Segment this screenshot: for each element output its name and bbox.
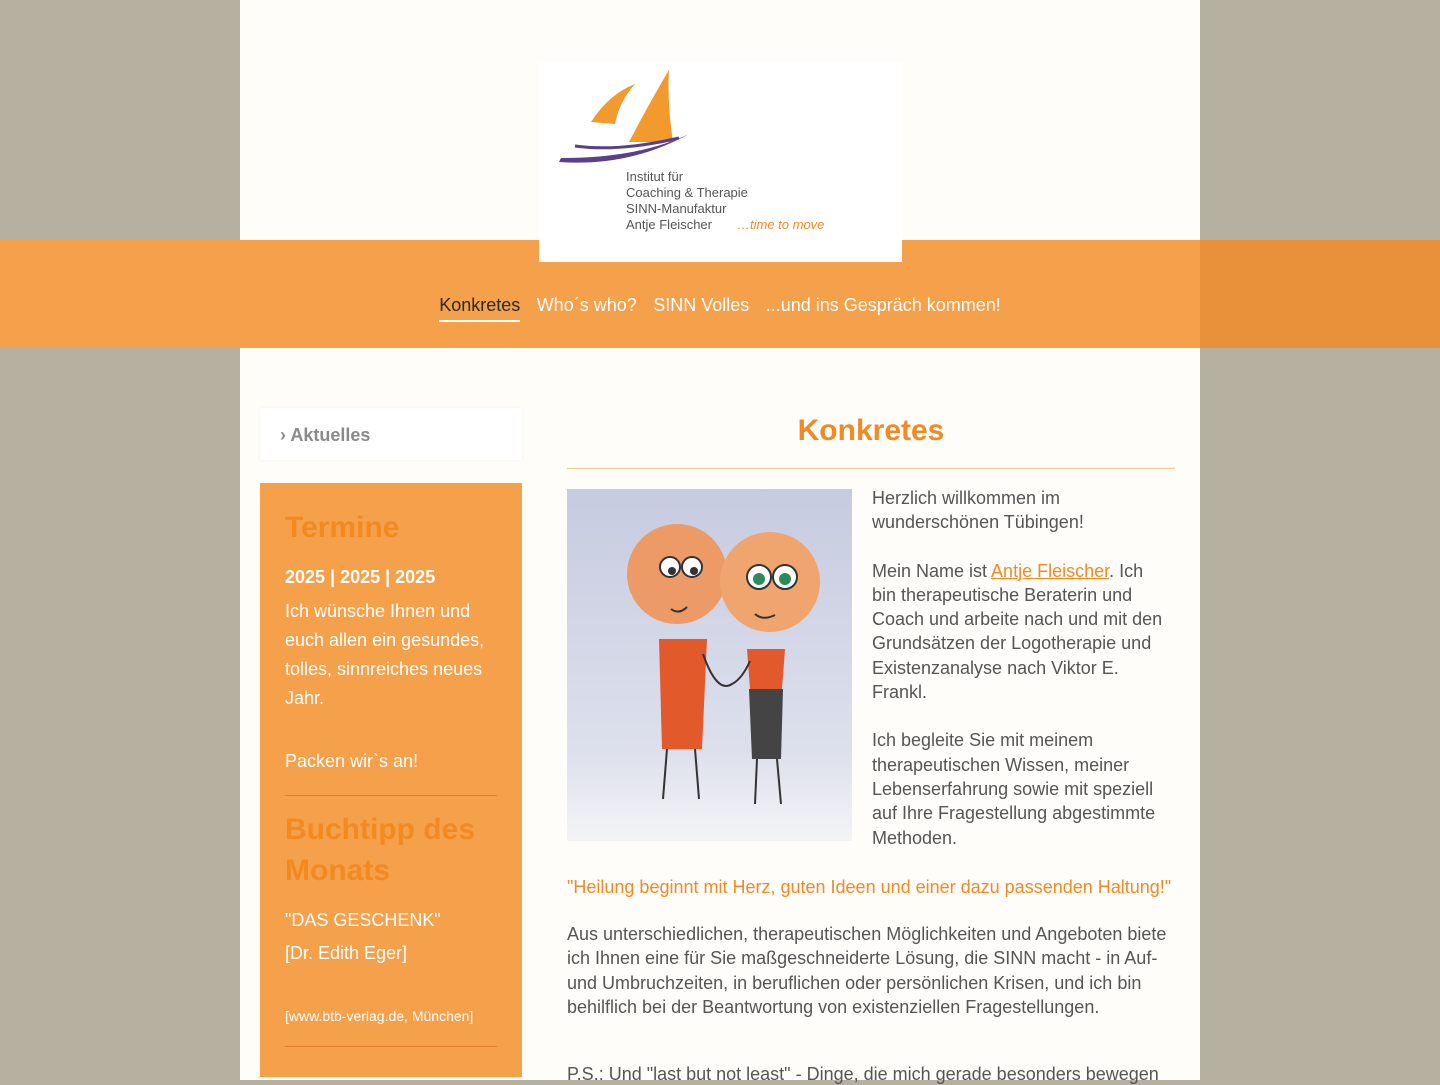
- cheer-text: Packen wir`s an!: [285, 751, 419, 771]
- nav-item-gespraech[interactable]: ...und ins Gespräch kommen!: [765, 295, 1001, 315]
- ps-text: P.S.: Und "last but not least" - Dinge, die mich gerade besonders bewegen: [567, 1064, 1159, 1084]
- termine-cheer: [285, 751, 497, 772]
- termine-wish: [285, 597, 497, 713]
- buchtipp-title: Buchtipp des Monats: [285, 813, 476, 887]
- sidebar-panel: [260, 483, 522, 1077]
- sidebar-item-label: › Aktuelles: [280, 425, 371, 445]
- nav-item-whos-who[interactable]: Who´s who?: [536, 295, 637, 315]
- logo-line-2: Coaching & Therapie: [626, 185, 748, 200]
- sailboat-logo-icon: [539, 62, 902, 262]
- logo[interactable]: [539, 62, 902, 262]
- intro-text: [872, 486, 1172, 874]
- logo-tagline: …time to move: [737, 217, 825, 232]
- sidebar-divider: [285, 795, 497, 796]
- year-line: 2025 | 2025 | 2025: [285, 567, 436, 587]
- welcome-text: Herzlich willkommen im wunderschönen Tübingen!: [872, 488, 1084, 533]
- name-paragraph: [872, 559, 1172, 705]
- book-author: [Dr. Edith Eger]: [285, 943, 408, 963]
- accompany-text: Ich begleite Sie mit meinem therapeutischen Wissen, meiner Lebenserfahrung sowie mit speziell auf Ihre Fragestellung abgestimmte Methoden.: [872, 730, 1156, 848]
- book-title: "DAS GESCHENK": [285, 910, 441, 930]
- nav-item-sinn-volles[interactable]: SINN Volles: [653, 295, 750, 315]
- termine-heading: [285, 511, 497, 545]
- book-publisher-wrap: [285, 1008, 497, 1024]
- termine-year: [285, 567, 497, 588]
- main-nav: [0, 295, 1440, 322]
- sidebar-divider: [285, 1046, 497, 1047]
- title-divider: [567, 468, 1175, 469]
- quote-text: "Heilung beginnt mit Herz, guten Ideen und einer dazu passenden Haltung!": [567, 877, 1172, 897]
- nav-band-right: [1200, 240, 1440, 348]
- name-link[interactable]: Antje Fleischer: [991, 560, 1110, 581]
- body-text: Aus unterschiedlichen, therapeutischen Möglichkeiten und Angeboten biete ich Ihnen eine für Sie maßgeschneiderte Lösung, die SINN macht - in Auf- und Umbruchzeiten, in beruflichen oder persönlichen Krisen, und ich bin behilflich bei der Beantwortung von existenziellen Fragestellungen.: [567, 924, 1167, 1017]
- sidebar-item-aktuelles[interactable]: [260, 408, 522, 460]
- two-figures-illustration-icon: [567, 489, 852, 841]
- nav-item-konkretes[interactable]: Konkretes: [439, 295, 520, 322]
- logo-line-1: Institut für: [626, 169, 684, 184]
- buchtipp-heading: [285, 809, 497, 891]
- name-prefix: Mein Name ist: [872, 560, 992, 581]
- wish-text: Ich wünsche Ihnen und euch allen ein gesundes, tolles, sinnreiches neues Jahr.: [285, 601, 485, 708]
- book-publisher: [www.btb-verlag.de, München]: [285, 1008, 474, 1024]
- name-suffix: . Ich bin therapeutische Beraterin und Coach und arbeite nach und mit den Grundsätzen der Logotherapie und Existenzanalyse nach Viktor E. Frankl.: [872, 560, 1163, 703]
- termine-title: Termine: [285, 511, 400, 544]
- book-author-wrap: [285, 943, 497, 964]
- logo-line-4: Antje Fleischer: [626, 217, 712, 232]
- logo-line-3: SINN-Manufaktur: [626, 201, 727, 216]
- page-title: Konkretes: [797, 414, 945, 447]
- book-title-wrap: [285, 910, 497, 931]
